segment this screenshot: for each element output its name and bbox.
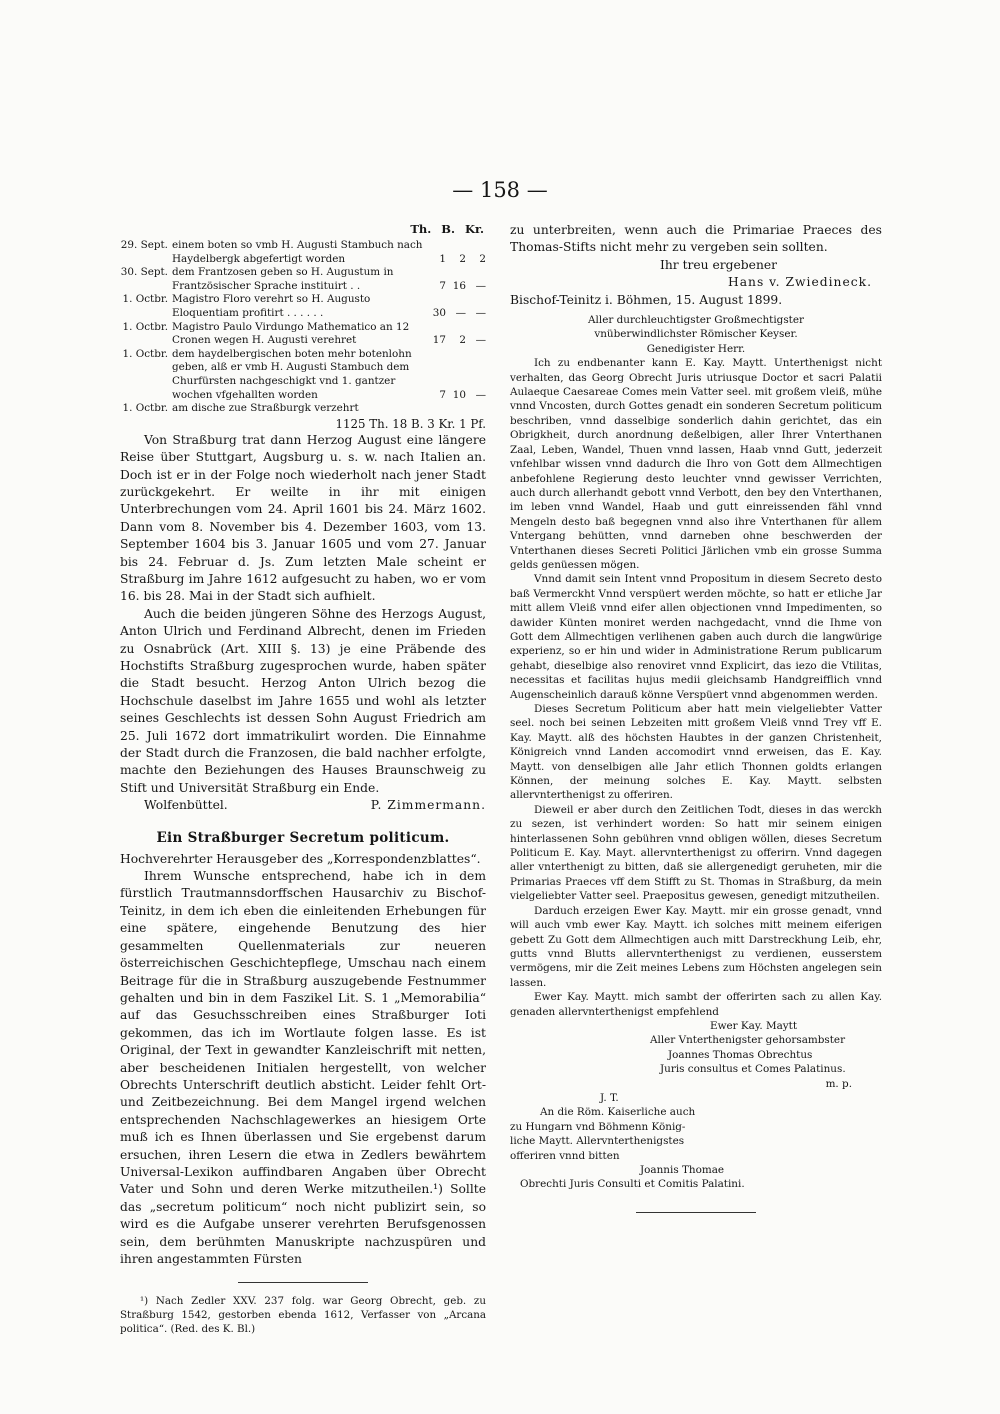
letter-sign-5: m. p. [825,1077,852,1090]
letter-sign-2: Aller Vnterthenigster gehorsambster [650,1034,846,1047]
row-date: 1. Octbr. [122,347,168,360]
row-text: einem boten so vmb H. Augusti Stambuch nach Haydelbergk abgefertigt worden [172,239,423,265]
row-th: 7 [439,388,446,401]
row-kr [466,402,486,416]
letter-address-1: Aller durchleuchtigster Großmechtigster [588,314,804,327]
article2-salutation: Hochverehrter Herausgeber des „Korrespondenzblattes“. [120,851,481,866]
letter-paragraph: Dieses Secretum Politicum aber hatt mein vielgeliebter Vatter seel. noch bei seinen Lebzeiten mitt großem Vleiß vnnd Trey vff E. Kay. Maytt. alß des höchsten Haubtes in der ganzen Christenheit, Königreich vnnd Landen accomodirt vnnd erweisen, das E. Kay. Maytt. von denselbigen alle Jahr etlich Thonnen goldts erlangen Können, der meinung solches E. Kay. Maytt. selbsten allervnterthenigst zu offeriren. [510,703,882,802]
row-text: Magistro Floro verehrt so H. Augusto Eloquentiam profitirt . . . . . . [172,293,371,319]
letter-paragraph: Darduch erzeigen Ewer Kay. Maytt. mir ein grosse genadt, vnnd will auch vmb ewer Kay. Maytt. ich solches mitt meinem eiferigen gebett Zu Gott dem Allmechtigen auch mitt Darstreckhung Leib, ehr, gutts vnnd Blutts allervnterthenigst zu verdienen, eusserstem vermögens, mir die Zeit meines Lebens zum Höchsten angelegen sein lassen. [510,904,882,989]
row-kr: — [475,334,486,347]
ledger-row [120,293,486,320]
row-kr: — [475,279,486,292]
article2-place-date: Bischof-Teinitz i. Böhmen, 15. August 1899. [510,292,783,307]
row-text: dem haydelbergischen boten mehr botenlohn geben, alß er vmb H. Augusti Stambuch dem Churfürsten nachgeschigkt vnd 1. gantzer wochen vfgehallten worden [172,347,412,401]
article1-signature [120,797,486,814]
row-th: 30 [432,306,446,319]
letter-paragraph: Dieweil er aber durch den Zeitlichen Todt, dieses in das werckh zu sezen, ist verhindert worden: So hatt mir seinem einigen hinterlassenen Sohn gebühren vnnd obligen wöllen, dieses Secretum Politicum E. Kay. Mayt. allervnterthenigst zu offerirn. Vnnd dagegen aller vnterthenigt zu bitten, daß sie allergenedigt geruheten, mir die Primarias Praeces vff dem Stifft zu St. Thomas in Straßburg, da mein vielgeliebter Vatter seel. Praepositus gewesen, genedigt mitzutheilen. [510,803,882,903]
article2-body: Ihrem Wunsche entsprechend, habe ich in dem fürstlich Trautmannsdorffschen Hausarchiv zu Bischof-Teinitz, in dem ich eben die einleitenden Erhebungen für eine spätere, eingehende Benutzung des hier gesammelten Quellenmaterials zur neueren österreichischen Geschichtepflege, Umschau nach einem Beitrage für die in Straßburg auszugebende Festnummer gehalten und bin in dem Faszikel Lit. S. 1 „Memorabilia“ auf das Gesuchsschreiben eines Straßburger Ioti gekommen, das ich im Wortlaute folgen lasse. Es ist Original, der Text in gewandter Kanzleischrift mit netten, aber bescheidenen Initialen hergestellt, von welcher Obrechts Unterschrift deutlich absticht. Leider fehlt Ort- und Zeitbezeichnung. Bei dem Mangel irgend welchen entsprechenden Nachschlagewerkes an hiesigem Orte muß ich es Ihnen überlassen und Sie ergebenst darum ersuchen, ihren Lesern die etwa in Zedlers bewährtem Universal-Lexikon auffindbaren Angaben über Obrecht Vater und Sohn und deren Werke mitzutheilen.¹) Sollte das „secretum politicum“ noch nicht publizirt sein, so wird es die Aufgabe unserer verehrten Berufsgenossen sein, dem berühmten Manuskripte nachzuspüren und ihren angestammten Fürsten [120,869,486,1266]
article1-paragraph: Von Straßburg trat dann Herzog August eine längere Reise über Stuttgart, Augsburg u. s. w. nach Italien an. Doch ist er in der Folge noch wiederholt nach jener Stadt zurückgekehrt. Er weilte in ihr mit einigen Unterbrechungen vom 24. April 1601 bis 24. März 1602. Dann vom 8. November bis 4. Dezember 1603, vom 13. September 1604 bis 3. Januar 1605 und vom 27. Januar bis 24. Februar d. Js. Zum letzten Male scheint er Straßburg im Jahre 1612 aufgesucht zu haben, wo er vom 16. bis 28. Mai in der Stadt sich aufhielt. [120,432,486,604]
ledger-total: 1125 Th. 18 B. 3 Kr. 1 Pf. [335,416,486,431]
letter-paragraph: Ich zu endbenanter kann E. Kay. Maytt. Unterthenigst nicht verhalten, das Georg Obrecht Juris utriusque Doctor et sacri Palatii Aulaeque Caesareae Comes mein Vatter seel. mit großem vleiß, mühe vnnd Vncosten, durch Gottes genadt ein sonderen Secretum politicum beschriben, vnnd dasselbige sonderlich dahin gerichtet, das ein Obrigkheit, durch anordnung deßelbigen, aller Ihrer Vnterthanen Zaal, Leben, Wandel, Thuen vnnd lassen, Haab vnnd Gutt, jederzeit vnfehlbar wissen vnnd dadurch die Ihro von Gott dem Allmechtigen anbefohlene Regierung desto leuchter vnnd gewisser Verrichten, auch durch allerhandt gebott vnnd Verbott, den bey den Vnterthanen, im leben vnnd Wandel, Haab und gutt einreissenden fähl vnnd Mengeln desto baß begegnen vnnd also ihre Vnterthanen für allem Vntergang behütten, vnnd darneben ohne beschwerden der Vnterthanen dieses Secreti Politici Järlichen vmb ein grosse Summa gelds genüessen mögen. [510,357,882,571]
ledger-header [120,222,486,239]
right-column [510,222,882,1213]
row-b: 16 [452,279,466,292]
row-b: 10 [452,388,466,401]
ledger-row [120,402,486,416]
article2-closing: Ihr treu ergebener [660,257,778,272]
footnote-rule [238,1282,368,1283]
row-th: 17 [432,334,446,347]
row-b [446,402,466,416]
left-column [120,222,486,1347]
ledger-row [120,266,486,293]
row-b: 2 [459,252,466,265]
header-batzen: B. [441,222,455,236]
ledger-row [120,321,486,348]
row-th: 1 [439,252,446,265]
letter-sign-1: Ewer Kay. Maytt [710,1019,798,1032]
page-number: — 158 — [452,178,548,202]
row-th [426,402,446,416]
footnote: ¹) Nach Zedler XXV. 237 folg. war Georg Obrecht, geb. zu Straßburg 1542, gestorben ebenda 1612, Verfasser von „Arcana politica“. (Red. des K. Bl.) [120,1295,486,1335]
header-kreuzer: Kr. [464,222,484,236]
row-date: 1. Octbr. [122,402,168,415]
endorsement-line: Obrechti Juris Consulti et Comitis Palatini. [520,1178,745,1191]
article1-author: P. Zimmermann. [370,798,486,813]
endorsement-line: liche Maytt. Allervnterthenigstes [510,1135,685,1148]
row-date: 1. Octbr. [122,320,168,333]
row-th: 7 [439,279,446,292]
letter-address-2: vnüberwindlichster Römischer Keyser. [594,328,798,341]
endorsement-line: offeriren vnnd bitten [510,1149,620,1162]
article1-place: Wolfenbüttel. [144,798,228,813]
letter-sign-4: Juris consultus et Comes Palatinus. [660,1063,846,1076]
article2-signer: Hans v. Zwiedineck. [727,275,872,290]
letter-address-3: Genedigister Herr. [646,342,746,355]
row-date: 30. Sept. [120,266,168,279]
row-b: — [455,306,466,319]
endorsement-line: Joannis Thomae [640,1164,725,1176]
article2-continuation: zu unterbreiten, wenn auch die Primariae Praeces des Thomas-Stifts nicht mehr zu vergeben sein sollten. [510,223,882,255]
ledger-row [120,348,486,402]
endorsement-line: zu Hungarn vnd Böhmenn König- [510,1120,686,1133]
letter-paragraph: Ewer Kay. Maytt. mich sambt der offerirten sach zu allen Kay. genaden allervnterthenigst empfehlend [510,991,882,1018]
row-date: 29. Sept. [120,239,168,251]
header-thaler: Th. [410,222,432,236]
end-rule [636,1212,756,1213]
ledger-row [120,239,486,266]
row-date: 1. Octbr. [122,293,168,306]
article1-paragraph: Auch die beiden jüngeren Söhne des Herzogs August, Anton Ulrich und Ferdinand Albrecht, denen im Frieden zu Osnabrück (Art. XIII §. 13) je eine Präbende des Hochstifts Straßburg zugesprochen wurde, haben später die Stadt besucht. Herzog Anton Ulrich bezog die Hochschule daselbst im Jahre 1655 und wohl als letzter seines Geschlechts ist dessen Sohn August Friedrich am 25. Juli 1672 dort immatrikulirt worden. Die Einnahme der Stadt durch die Franzosen, die bald nachher erfolgte, machte den Beziehungen des Hauses Braunschweig zu Stift und Universität Straßburg ein Ende. [120,606,486,795]
letter-initials: J. T. [600,1091,619,1104]
row-kr: — [475,388,486,401]
row-text: am dische zue Straßburgk verzehrt [172,402,359,415]
endorsement-line: An die Röm. Kaiserliche auch [540,1106,696,1119]
row-kr: — [475,306,486,319]
row-text: dem Frantzosen geben so H. Augustum in Frantzösischer Sprache instituirt . . [172,266,394,292]
ledger-table [120,239,486,416]
row-kr: 2 [479,252,486,265]
row-b: 2 [459,334,466,347]
letter-paragraph: Vnnd damit sein Intent vnnd Propositum in diesem Secreto desto baß Vermerckht Vnnd verspüert werden möchte, so hatt er etliche Jar mitt allem Vleiß vnnd eifer allen objectionen vnnd Impedimenten, so dawider Künten moniret werden nachgedacht, vnnd die Ihme von Gott dem Allmechtigen verlihenen gaben auch durch die langwürige experienz, so er hin und wider in Administratione Rerum publicarum gehabt, dieselbige also renoviret vnnd Explicirt, das iezo die Vtilitas, necessitas et facilitas hujus medii gleichsamb Handgreifflich vnnd Augenscheinlich darauß könne Verspüert vnnd abgenommen werden. [510,573,882,701]
row-text: Magistro Paulo Virdungo Mathematico an 12 Cronen wegen H. Augusti verehret [172,320,410,347]
letter-sign-3: Joannes Thomas Obrechtus [668,1048,813,1061]
article2-title: Ein Straßburger Secretum politicum. [156,829,450,846]
